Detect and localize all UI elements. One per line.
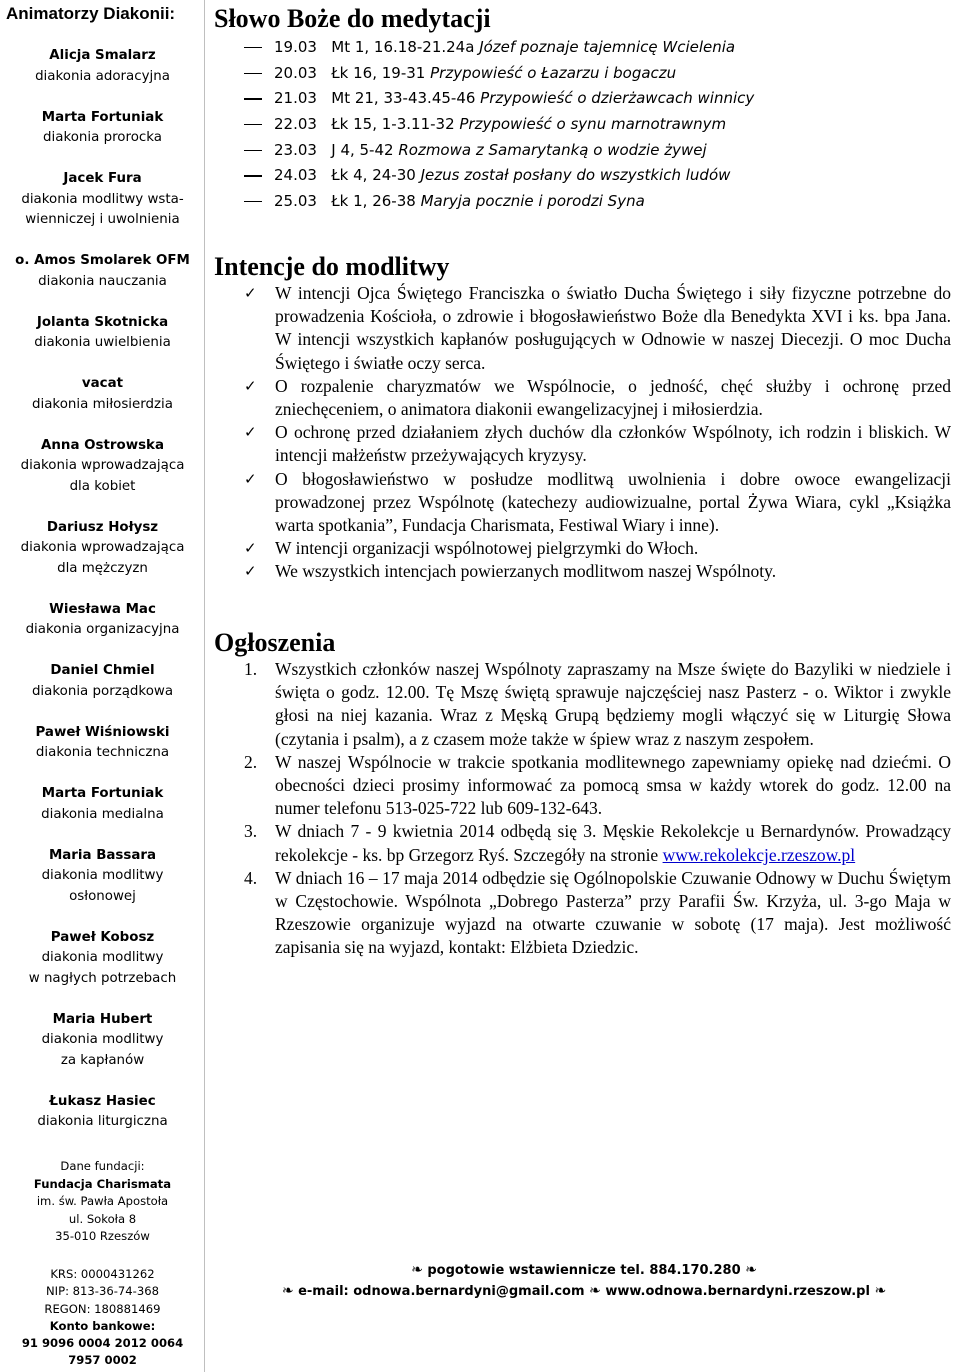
foundation-line: im. św. Pawła Apostoła xyxy=(36,1194,169,1208)
dash-bullet xyxy=(244,150,262,151)
reading-reference: 24.03 Łk 4, 24-30 xyxy=(274,166,421,185)
reading-reference: 23.03 J 4, 5-42 xyxy=(274,140,399,159)
intention-item xyxy=(244,537,951,560)
animator-name: Paweł Wiśniowski xyxy=(35,724,170,740)
animator-diakonia: diakonia porządkowa xyxy=(31,683,174,699)
reading-reference: 20.03 Łk 16, 19-31 xyxy=(274,63,431,82)
regon-number: REGON: 180881469 xyxy=(44,1301,161,1316)
bank-info xyxy=(0,1266,205,1370)
reading-item xyxy=(244,140,754,166)
dash-bullet xyxy=(244,47,262,48)
checkmark-icon: ✓ xyxy=(244,562,257,581)
animator-entry xyxy=(0,928,205,990)
animator-name: o. Amos Smolarek OFM xyxy=(15,253,190,268)
animator-name: Maria Bassara xyxy=(48,847,157,863)
animator-diakonia: diakonia wprowadzająca dla mężczyzn xyxy=(20,540,185,576)
animators-list xyxy=(0,46,205,1153)
animator-diakonia: diakonia liturgiczna xyxy=(37,1114,168,1129)
animator-diakonia: diakonia nauczania xyxy=(38,273,167,289)
animator-entry xyxy=(0,108,205,149)
intention-item xyxy=(244,375,951,421)
reading-reference: 21.03 Mt 21, 33-43.45-46 xyxy=(274,89,481,108)
animator-entry xyxy=(0,784,205,825)
intention-text: O błogosławieństwo w posłudze modlitwą uwolnienia i dobre owoce ewangelizacji prowadzonej przez Wspólnotę (katechezy audiowizualne, portal Żywa Wiara, cykl „Książka warta spotkania”, Fundacja Charismata, Festiwal Wiary i inne). xyxy=(275,468,951,536)
animator-diakonia: diakonia modlitwy w nagłych potrzebach xyxy=(28,950,177,986)
sidebar-title: Animatorzy Diakonii: xyxy=(6,4,176,23)
reading-description: Józef poznaje tajemnicę Wcielenia xyxy=(479,38,736,56)
foundation-line: 35-010 Rzeszów xyxy=(55,1229,150,1243)
reading-description: Przypowieść o synu marnotrawnym xyxy=(459,115,727,134)
reading-item xyxy=(244,191,754,217)
animator-name: Jolanta Skotnicka xyxy=(36,314,169,330)
notices-list xyxy=(244,658,951,960)
reading-description: Przypowieść o Łazarzu i bogaczu xyxy=(430,63,677,82)
reading-item xyxy=(244,114,754,140)
reading-description: Jezus został posłany do wszystkich ludów xyxy=(420,166,731,185)
intentions-title: Intencje do modlitwy xyxy=(214,252,450,281)
intention-text: We wszystkich intencjach powierzanych modlitwom naszej Wspólnoty. xyxy=(275,561,777,582)
footer-phone-line xyxy=(214,1262,954,1278)
account-number: 7957 0002 xyxy=(68,1353,137,1368)
notice-item xyxy=(244,658,951,751)
animator-diakonia: diakonia uwielbienia xyxy=(34,335,171,350)
notice-text: Wszystkich członków naszej Wspólnoty zapraszamy na Msze święte do Bazyliki w niedziele i święta o godz. 12.00. Tę Mszę świętą sprawuje najczęściej nasz Pasterz - o. Wiktor i zwykle głosi na niej kazania. Wraz z Męską Grupą będziemy mogli włączyć się w Liturgię Słowa (czytania i psalm), a z czasem może także w śpiew wraz z naszym zespołem. xyxy=(275,659,951,749)
intention-item xyxy=(244,468,951,538)
intention-text: O ochronę przed działaniem złych duchów dla członków Wspólnoty, ich rodzin i bliskich. W intencji małżeństw przeżywających kryzysy. xyxy=(275,422,951,466)
animator-name: Paweł Kobosz xyxy=(50,929,155,945)
animator-diakonia: diakonia organizacyjna xyxy=(25,622,180,637)
dash-bullet xyxy=(244,175,262,176)
nip-number: NIP: 813-36-74-368 xyxy=(46,1284,159,1299)
leaf-ornament-icon: ❧ xyxy=(281,1283,294,1299)
leaf-ornament-icon: ❧ xyxy=(874,1283,887,1299)
notice-number: 1. xyxy=(244,659,258,679)
reading-description: Rozmowa z Samarytanką o wodzie żywej xyxy=(398,140,707,159)
leaf-ornament-icon: ❧ xyxy=(589,1283,601,1299)
animator-entry xyxy=(0,374,205,415)
animator-entry xyxy=(0,661,205,702)
animator-entry xyxy=(0,436,205,498)
leaf-ornament-icon: ❧ xyxy=(745,1262,757,1278)
intention-item xyxy=(244,560,951,583)
readings-list xyxy=(244,37,754,217)
krs-number: KRS: 0000431262 xyxy=(50,1267,155,1281)
animator-diakonia: diakonia wprowadzająca dla kobiet xyxy=(20,458,185,494)
animator-diakonia: diakonia modlitwy wsta- wienniczej i uwolnienia xyxy=(21,191,184,227)
notice-text: W dniach 7 - 9 kwietnia 2014 odbędą się 3. Męskie Rekolekcje u Bernardynów. Prowadzący rekolekcje - ks. bp Grzegorz Ryś. Szczegóły na stronie xyxy=(275,821,951,865)
notices-title: Ogłoszenia xyxy=(214,628,336,657)
dash-bullet xyxy=(244,124,262,125)
animator-name: Maria Hubert xyxy=(52,1011,153,1027)
intention-item xyxy=(244,282,951,375)
reading-reference: 19.03 Mt 1, 16.18-21.24a xyxy=(274,38,480,56)
foundation-name: Fundacja Charismata xyxy=(33,1176,172,1191)
intentions-list xyxy=(244,282,951,584)
animator-name: Łukasz Hasiec xyxy=(49,1093,156,1109)
animator-name: Marta Fortuniak xyxy=(41,109,164,125)
notice-link[interactable]: www.rekolekcje.rzeszow.pl xyxy=(662,844,856,865)
animator-entry xyxy=(0,723,205,764)
animator-entry xyxy=(0,600,205,641)
intention-text: W intencji Ojca Świętego Franciszka o światło Ducha Świętego i siły fizyczne potrzebne do prowadzenia Kościoła, o zdrowie i błogosławieństwo Boże dla Benedykta XVI i ks. bpa Jana. W intencji wszystkich kapłanów posługujących w Odnowie w naszej Diecezji. O moc Ducha Świętego i światłe oczy serca. xyxy=(275,283,951,373)
reading-reference: 25.03 Łk 1, 26-38 xyxy=(274,192,421,211)
animator-name: Dariusz Hołysz xyxy=(46,519,159,535)
foundation-label: Dane fundacji: xyxy=(60,1159,145,1173)
sidebar xyxy=(0,0,205,1372)
animator-entry xyxy=(0,46,205,87)
intention-text: O rozpalenie charyzmatów we Wspólnocie, o jedność, chęć służby i ochronę przed zniechęceniem, o animatora diakonii ewangelizacyjnej i miłosierdzia. xyxy=(275,375,951,420)
checkmark-icon: ✓ xyxy=(244,423,257,442)
animator-diakonia: diakonia modlitwy osłonowej xyxy=(41,868,164,904)
reading-item xyxy=(244,165,754,191)
animator-diakonia: diakonia medialna xyxy=(41,806,164,822)
animator-name: Marta Fortuniak xyxy=(41,786,164,801)
reading-item xyxy=(244,63,754,89)
reading-reference: 22.03 Łk 15, 1-3.11-32 xyxy=(274,115,460,134)
leaf-ornament-icon: ❧ xyxy=(411,1262,423,1278)
checkmark-icon: ✓ xyxy=(244,539,257,558)
checkmark-icon: ✓ xyxy=(244,469,257,488)
notice-item xyxy=(244,751,951,821)
notice-number: 3. xyxy=(244,821,258,842)
reading-description: Maryja pocznie i porodzi Syna xyxy=(420,192,645,211)
emergency-phone: pogotowie wstawiennicze tel. 884.170.280 xyxy=(427,1263,741,1278)
animator-name: Anna Ostrowska xyxy=(41,437,164,453)
animator-entry xyxy=(0,313,205,354)
intention-text: W intencji organizacji wspólnotowej pielgrzymki do Włoch. xyxy=(275,538,699,559)
notice-number: 2. xyxy=(244,751,258,772)
animator-entry xyxy=(0,1092,205,1133)
dash-bullet xyxy=(244,201,262,202)
animator-entry xyxy=(0,846,205,908)
foundation-info xyxy=(0,1158,205,1246)
animator-diakonia: diakonia techniczna xyxy=(35,745,170,760)
reading-item xyxy=(244,88,754,114)
notice-text: W naszej Wspólnocie w trakcie spotkania modlitewnego zapewniamy opiekę nad dziećmi. O obecności dzieci prosimy informować za pomocą smsa w każdy wtorek do godz. 12.00 na numer telefonu 513-025-722 lub 609-132-643. xyxy=(275,751,951,819)
animator-entry xyxy=(0,1010,205,1072)
animator-diakonia: diakonia miłosierdzia xyxy=(32,396,173,412)
animator-name: Wiesława Mac xyxy=(49,601,156,617)
account-number: 91 9096 0004 2012 0064 xyxy=(21,1336,184,1351)
foundation-line: ul. Sokoła 8 xyxy=(68,1211,137,1226)
notice-text: W dniach 16 – 17 maja 2014 odbędzie się Ogólnopolskie Czuwanie Odnowy w Duchu Świętym w Częstochowie. Wspólnota „Dobrego Pasterza” przy Parafii Św. Krzyża, ul. 3-go Maja w Rzeszowie organizuje wyjazd na otwarte czuwanie w sobotę (17 maja). Jest możliwość zapisania się na wyjazd, kontakt: Elżbieta Dziedzic. xyxy=(275,867,951,958)
dash-bullet xyxy=(244,73,262,74)
animator-diakonia: diakonia adoracyjna xyxy=(35,68,170,84)
reading-description: Przypowieść o dzierżawcach winnicy xyxy=(480,89,755,108)
notice-item xyxy=(244,867,951,960)
readings-title: Słowo Boże do medytacji xyxy=(214,4,491,33)
animator-name: vacat xyxy=(81,376,124,391)
footer-contact-line xyxy=(214,1283,954,1299)
checkmark-icon: ✓ xyxy=(244,376,257,395)
website-link[interactable]: www.odnowa.bernardyni.rzeszow.pl xyxy=(605,1284,870,1299)
animator-entry xyxy=(0,169,205,231)
email-address[interactable]: e-mail: odnowa.bernardyni@gmail.com xyxy=(298,1284,585,1299)
animator-entry xyxy=(0,251,205,292)
animator-diakonia: diakonia prorocka xyxy=(43,130,162,145)
animator-entry xyxy=(0,518,205,580)
animator-name: Alicja Smalarz xyxy=(49,48,156,63)
checkmark-icon: ✓ xyxy=(244,284,257,302)
notice-item xyxy=(244,820,951,866)
animator-name: Daniel Chmiel xyxy=(50,663,155,678)
animator-diakonia: diakonia modlitwy za kapłanów xyxy=(41,1032,164,1068)
reading-item xyxy=(244,37,754,63)
notice-number: 4. xyxy=(244,867,258,888)
account-label: Konto bankowe: xyxy=(49,1318,156,1333)
dash-bullet xyxy=(244,98,262,99)
intention-item xyxy=(244,421,951,467)
animator-name: Jacek Fura xyxy=(63,171,142,186)
